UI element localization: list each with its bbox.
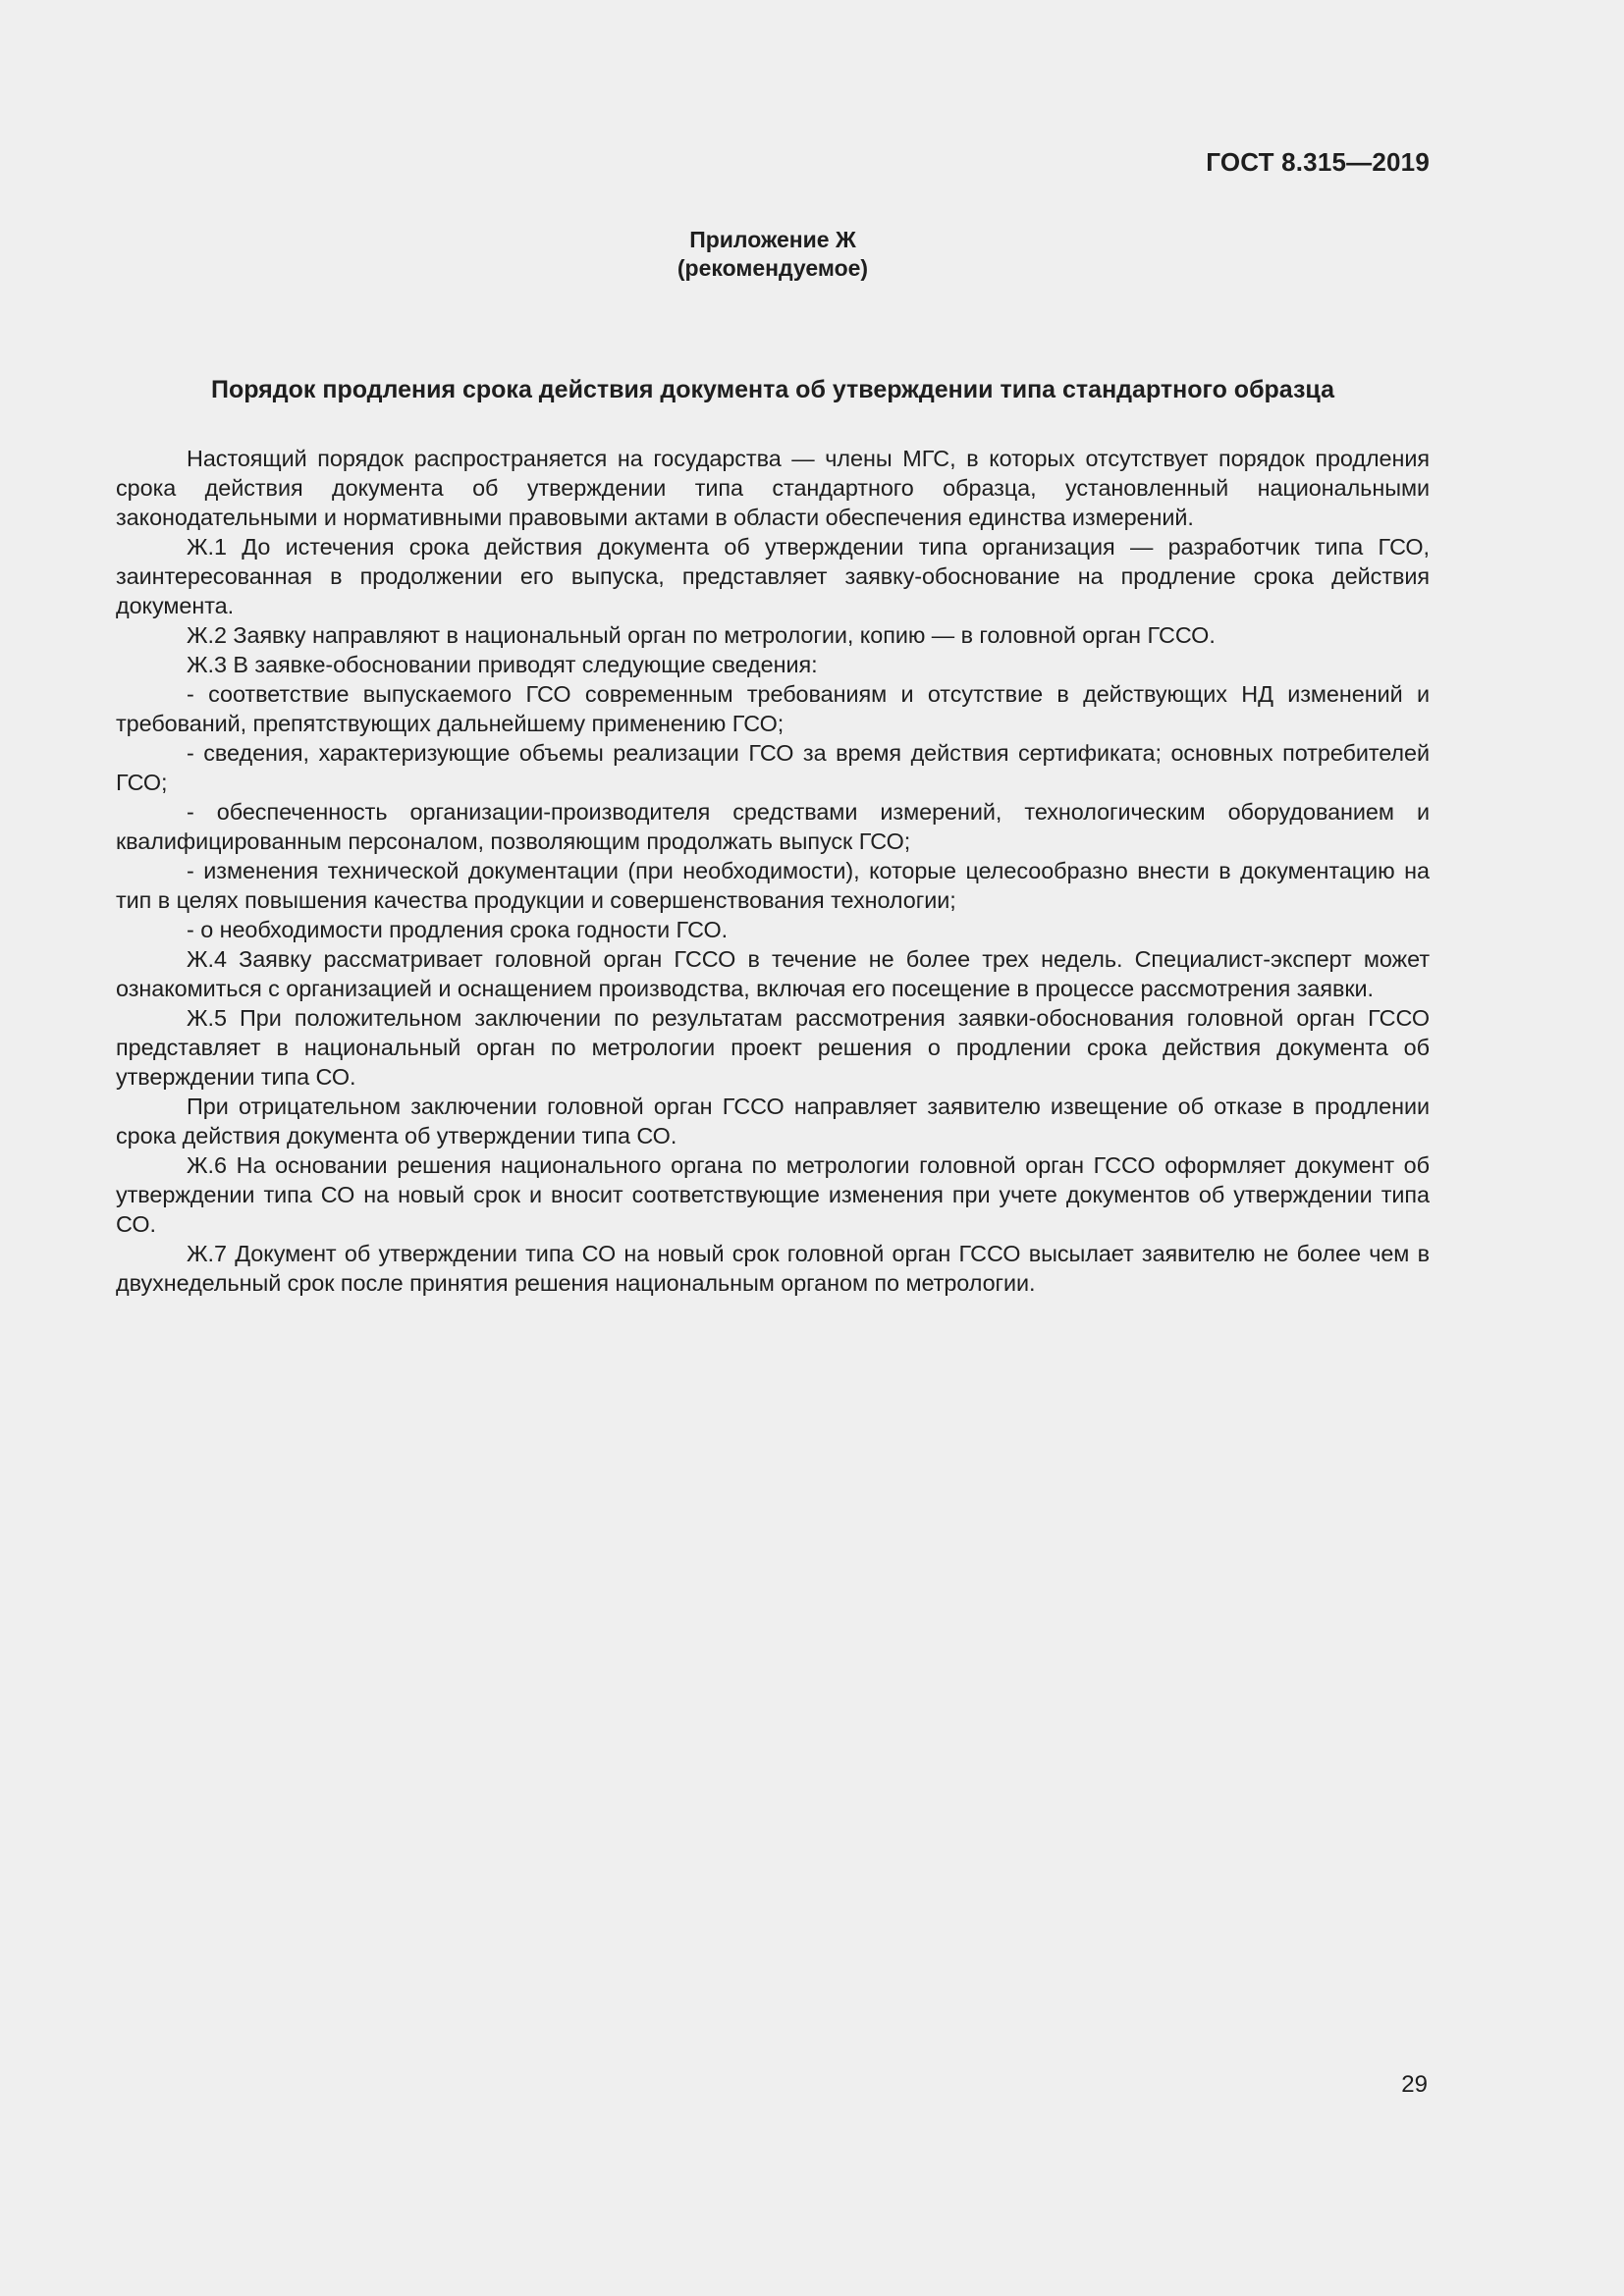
list-item: - сведения, характеризующие объемы реализации ГСО за время действия сертификата; основных потребителей ГСО; — [116, 740, 1430, 795]
page-number: 29 — [1401, 2071, 1428, 2098]
document-code: ГОСТ 8.315—2019 — [1206, 147, 1430, 177]
paragraph-zh2: Ж.2 Заявку направляют в национальный орган по метрологии, копию — в головной орган ГССО. — [187, 622, 1216, 648]
appendix-status: (рекомендуемое) — [677, 255, 869, 281]
appendix-label: Приложение Ж — [689, 227, 856, 252]
paragraph-zh5: Ж.5 При положительном заключении по результатам рассмотрения заявки-обоснования головной орган ГССО представляет в национальный орган по метрологии проект решения о продлении срока действия документа об утверждении типа СО. — [116, 1005, 1430, 1090]
appendix-heading — [0, 226, 1545, 283]
section-title: Порядок продления срока действия документа об утверждении типа стандартного образца — [210, 376, 1334, 403]
paragraph-zh1: Ж.1 До истечения срока действия документа об утверждении типа организация — разработчик типа ГСО, заинтересованная в продолжении его выпуска, представляет заявку-обоснование на продление срока действия документа. — [116, 534, 1430, 618]
paragraph-zh6: Ж.6 На основании решения национального органа по метрологии головной орган ГССО оформляет документ об утверждении типа СО на новый срок и вносит соответствующие изменения при учете документов об утверждении типа СО. — [116, 1152, 1430, 1237]
paragraph-zh4: Ж.4 Заявку рассматривает головной орган ГССО в течение не более трех недель. Специалист-эксперт может ознакомиться с организацией и оснащением производства, включая его посещение в процессе рассмотрения заявки. — [116, 946, 1430, 1001]
paragraph-zh3: Ж.3 В заявке-обосновании приводят следующие сведения: — [187, 652, 818, 677]
list-item: - обеспеченность организации-производителя средствами измерений, технологическим оборудованием и квалифицированным персоналом, позволяющим продолжать выпуск ГСО; — [116, 799, 1430, 854]
paragraph-zh7: Ж.7 Документ об утверждении типа СО на новый срок головной орган ГССО высылает заявителю не более чем в двухнедельный срок после принятия решения национальным органом по метрологии. — [116, 1241, 1430, 1296]
body-text — [116, 444, 1430, 1298]
list-item: - о необходимости продления срока годности ГСО. — [187, 917, 729, 942]
list-item: - изменения технической документации (при необходимости), которые целесообразно внести в документацию на тип в целях повышения качества продукции и совершенствования технологии; — [116, 858, 1430, 913]
paragraph-zh5-negative: При отрицательном заключении головной орган ГССО направляет заявителю извещение об отказе в продлении срока действия документа об утверждении типа СО. — [116, 1094, 1430, 1148]
paragraph-intro: Настоящий порядок распространяется на государства — члены МГС, в которых отсутствует порядок продления срока действия документа об утверждении типа стандартного образца, установленный национальными законодательными и нормативными правовыми актами в области обеспечения единства измерений. — [116, 446, 1430, 530]
list-item: - соответствие выпускаемого ГСО современным требованиям и отсутствие в действующих НД изменений и требований, препятствующих дальнейшему применению ГСО; — [116, 681, 1430, 736]
